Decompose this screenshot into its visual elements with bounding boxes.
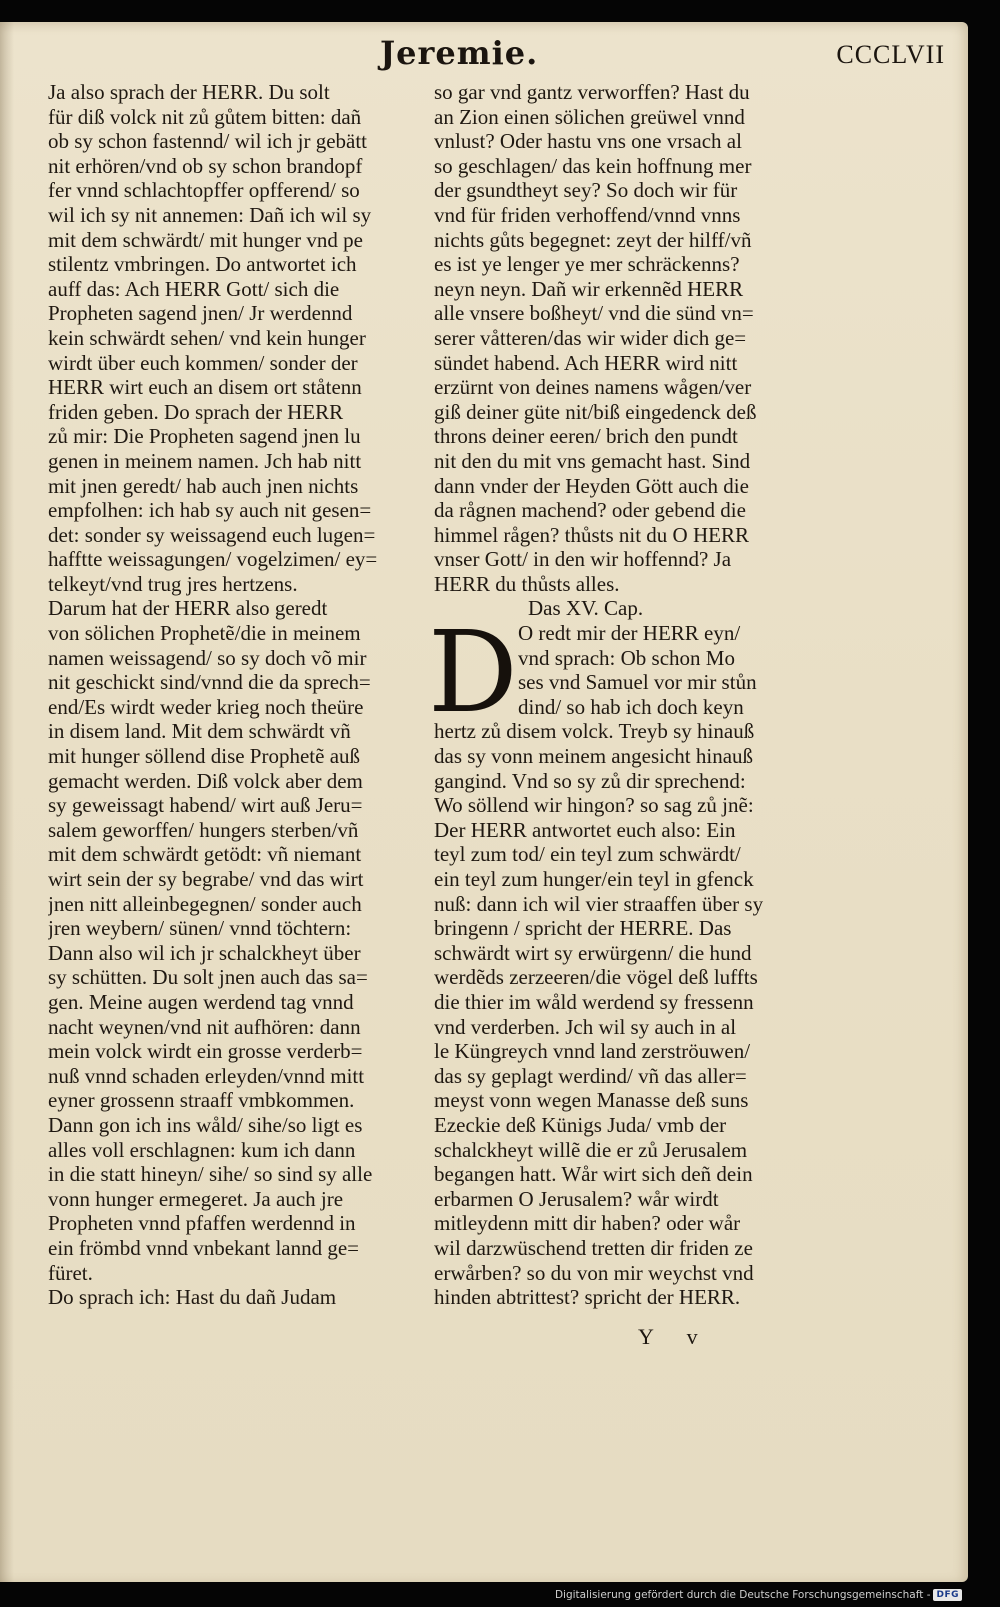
text-line: friden geben. Do sprach der HERR [48,399,344,424]
text-line: salem geworffen/ hungers sterben/vñ [48,817,359,842]
text-line: mit dem schwärdt/ mit hunger vnd pe [48,227,363,252]
text-line: nit geschickt sind/vnnd die da sprech= [48,670,371,695]
text-line: das sy vonn meinem angesicht hinauß [434,744,754,769]
text-line: serer våtteren/das wir wider dich ge= [434,325,747,350]
text-line: det: sonder sy weissagend euch lugen= [48,522,376,547]
text-line: jnen nitt alleinbegegnen/ sonder auch [48,891,362,916]
text-line: füret. [48,1260,93,1285]
text-line: wirdt über euch kommen/ sonder der [48,350,358,375]
text-line: Wo söllend wir hingon? so sag zů jnẽ: [434,793,754,818]
right-column-top-text [434,80,826,596]
text-line: wil ich sy nit annemen: Dañ ich wil sy [48,202,372,227]
folio-number: CCCLVII [836,40,945,69]
text-line: ein frömbd vnnd vnbekant lannd ge= [48,1235,360,1260]
right-text-column [428,80,826,1310]
text-line: teyl zum tod/ ein teyl zum schwärdt/ [434,842,741,867]
dfg-logo: DFG [933,1589,962,1601]
text-line: dann vnder der Heyden Gött auch die [434,473,749,498]
text-line: sy schütten. Du solt jnen auch das sa= [48,965,368,990]
right-column-bottom-text [434,719,826,1309]
text-line: ein teyl zum hunger/ein teyl in gfenck [434,867,754,891]
footer-credit-text: Digitalisierung gefördert durch die Deutsche Forschungsgemeinschaft - [554,1589,931,1601]
drop-cap-letter: D [428,608,518,739]
text-line: hertz zů disem volck. Treyb sy hinauß [434,719,755,744]
text-line: ob sy schon fastennd/ wil ich jr gebätt [48,129,368,154]
text-line: neyn neyn. Dañ wir erkennẽd HERR [434,276,744,301]
running-title: Jeremie. [380,34,539,72]
text-line: vnser Gott/ in den wir hoffennd? Ja [434,547,732,572]
text-line: Der HERR antwortet euch also: Ein [434,817,736,842]
text-line: throns deiner eeren/ brich den pundt [434,424,738,449]
text-line: Ja also sprach der HERR. Du solt [48,80,330,104]
text-line: nuß: dann ich wil vier straaffen über sy [434,891,764,916]
text-line: nit den du mit vns gemacht hast. Sind [434,448,751,473]
text-line: telkeyt/vnd trug jres hertzens. [48,571,298,596]
signature-mark: Y v [638,1324,712,1349]
text-line: wirt sein der sy begrabe/ vnd das wirt [48,867,364,891]
text-line: auff das: Ach HERR Gott/ sich die [48,276,340,301]
text-line: giß deiner güte nit/biß eingedenck deß [434,399,757,424]
text-line: O redt mir der HERR eyn/ [518,621,741,646]
text-line: stilentz vmbringen. Do antwortet ich [48,252,357,277]
text-line: von sölichen Prophetẽ/die in meinem [48,621,361,646]
text-line: kein schwärdt sehen/ vnd kein hunger [48,325,366,350]
book-page [0,22,968,1582]
footer-credit [555,1587,962,1603]
text-line: vnd sprach: Ob schon Mo [518,645,735,670]
text-line: eyner grossenn straaff vmbkommen. [48,1088,355,1113]
text-line: mit dem schwärdt getödt: vñ niemant [48,842,362,867]
text-line: mein volck wirdt ein grosse verderb= [48,1039,363,1064]
text-line: so geschlagen/ das kein hoffnung mer [434,153,752,178]
text-line: gen. Meine augen werdend tag vnnd [48,989,354,1014]
text-line: nuß vnnd schaden erleyden/vnnd mitt [48,1063,365,1088]
text-line: mit hunger söllend dise Prophetẽ auß [48,744,361,769]
text-line: für diß volck nit zů gůtem bitten: dañ [48,104,362,129]
text-line: erbarmen O Jerusalem? wår wirdt [434,1186,719,1211]
text-line: vonn hunger ermegeret. Ja auch jre [48,1186,344,1211]
text-line: sündet habend. Ach HERR wird nitt [434,350,738,375]
text-line: schwärdt wirt sy erwürgenn/ die hund [434,940,752,965]
text-line: alle vnsere boßheyt/ vnd die sünd vn= [434,301,754,326]
text-line: Darum hat der HERR also geredt [48,596,328,621]
text-line: Do sprach ich: Hast du dañ Judam [48,1285,337,1310]
text-line: nit erhören/vnd ob sy schon brandopf [48,153,363,178]
text-line: der gsundtheyt sey? So doch wir für [434,178,738,203]
text-line: wil darzwüschend tretten dir friden ze [434,1235,753,1260]
text-line: werdẽds zerzeeren/die vögel deß luffts [434,965,758,990]
text-line: hafftte weissagungen/ vogelzimen/ ey= [48,547,378,572]
text-line: end/Es wirdt weder krieg noch theüre [48,694,364,719]
text-line: Propheten vnnd pfaffen werdennd in [48,1211,356,1236]
text-line: schalckheyt willẽ die er zů Jerusalem [434,1137,748,1162]
text-line: das sy geplagt werdind/ vñ das aller= [434,1063,747,1088]
text-line: mitleydenn mitt dir haben? oder wår [434,1211,741,1236]
text-line: zů mir: Die Propheten sagend jnen lu [48,424,361,449]
text-line: Dann also wil ich jr schalckheyt über [48,940,361,965]
text-line: vnd verderben. Jch wil sy auch in al [434,1014,737,1039]
text-line: alles voll erschlagnen: kum ich dann [48,1137,356,1162]
text-line: begangen hatt. Wår wirt sich deñ dein [434,1162,753,1187]
text-line: vnlust? Oder hastu vns one vrsach al [434,129,742,154]
text-line: gemacht werden. Diß volck aber dem [48,768,363,793]
text-line: es ist ye lenger ye mer schräckenns? [434,252,740,277]
text-line: an Zion einen sölichen greüwel vnnd [434,104,745,129]
text-line: erzürnt von deines namens wågen/ver [434,375,752,400]
text-line: die thier im wåld werdend sy fressenn [434,989,754,1014]
text-line: gangind. Vnd so sy zů dir sprechend: [434,768,746,793]
text-line: nacht weynen/vnd nit aufhören: dann [48,1014,361,1039]
text-line: HERR wirt euch an disem ort ståtenn [48,375,362,400]
text-line: dind/ so hab ich doch keyn [518,694,744,719]
left-text-column [48,80,428,1310]
text-line: HERR du thůsts alles. [434,571,620,596]
text-line: genen in meinem namen. Jch hab nitt [48,448,362,473]
text-line: in disem land. Mit dem schwärdt vñ [48,719,351,744]
running-head [40,34,945,78]
text-line: empfolhen: ich hab sy auch nit gesen= [48,498,372,523]
chapter-heading: Das XV. Cap. [528,596,644,621]
text-line: sy geweissagt habend/ wirt auß Jeru= [48,793,363,818]
text-line: nichts gůts begegnet: zeyt der hilff/vñ [434,227,752,252]
text-line: himmel rågen? thůsts nit du O HERR [434,522,749,547]
text-line: mit jnen geredt/ hab auch jnen nichts [48,473,359,498]
text-line: hinden abtrittest? spricht der HERR. [434,1285,741,1310]
text-line: le Küngreych vnnd land zerströuwen/ [434,1039,751,1064]
text-line: in die statt hineyn/ sihe/ so sind sy alle [48,1162,373,1187]
text-line: fer vnnd schlachtopffer opfferend/ so [48,178,360,203]
text-line: namen weissagend/ so sy doch võ mir [48,645,367,670]
text-line: da rågnen machend? oder gebend die [434,498,746,523]
text-line: erwårben? so du von mir weychst vnd [434,1260,754,1285]
text-line: Ezeckie deß Künigs Juda/ vmb der [434,1112,727,1137]
text-line: meyst vonn wegen Manasse deß suns [434,1088,749,1113]
text-line: Propheten sagend jnen/ Jr werdennd [48,301,353,326]
text-line: jren weybern/ sünen/ vnnd töchtern: [48,916,352,941]
text-line: ses vnd Samuel vor mir stůn [518,670,757,695]
text-line: vnd für friden verhoffend/vnnd vnns [434,202,741,227]
text-line: Dann gon ich ins wåld/ sihe/so ligt es [48,1112,363,1137]
text-line: so gar vnd gantz verworffen? Hast du [434,80,750,104]
text-line: bringenn / spricht der HERRE. Das [434,916,732,941]
